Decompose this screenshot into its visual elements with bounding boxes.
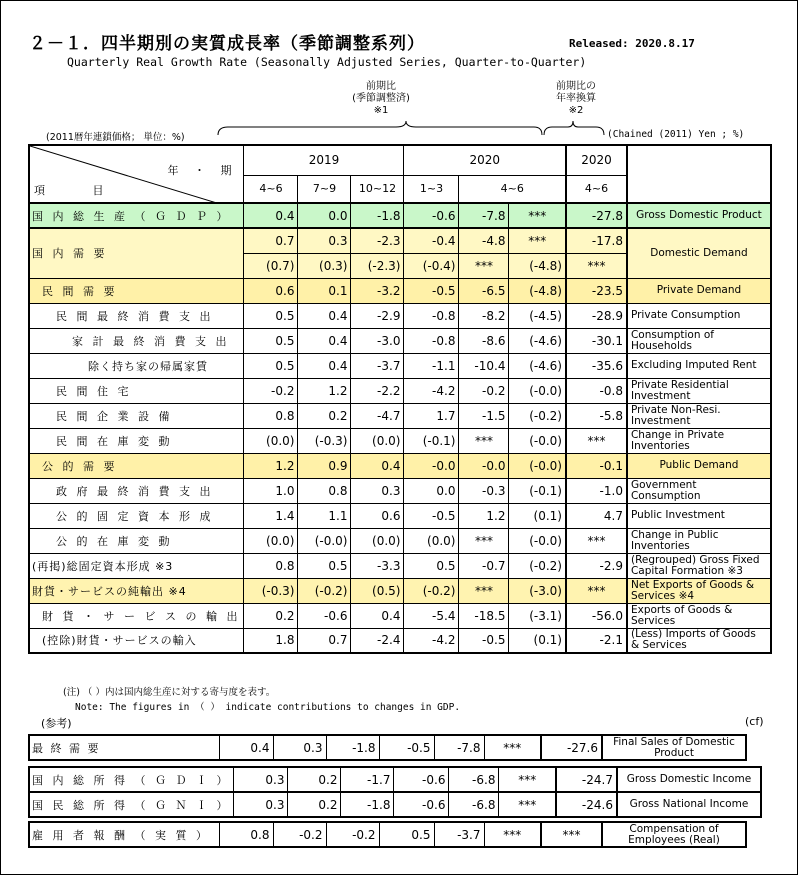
value-cell: 1.7 — [404, 403, 459, 428]
value-cell: (-3.0) — [509, 578, 566, 603]
value-cell: 0.8 — [244, 403, 298, 428]
value-cell: -0.2 — [244, 378, 298, 403]
reference-row-table — [28, 821, 747, 848]
table-row — [29, 553, 771, 578]
table-row — [29, 578, 771, 603]
value-cell: -23.5 — [566, 278, 627, 303]
row-label-jp: 財貨・サービスの純輸出 ※4 — [29, 578, 244, 603]
value-cell: -24.6 — [556, 792, 617, 817]
row-label-jp: 最 終 需 要 — [29, 735, 219, 760]
q-2020-1-3: 1~3 — [404, 175, 459, 203]
table-row — [29, 303, 771, 328]
value-cell: (-0.2) — [404, 578, 459, 603]
value-cell: -0.6 — [404, 203, 459, 228]
value-cell: (-0.2) — [509, 553, 566, 578]
value-cell: -4.7 — [351, 403, 404, 428]
value-cell: -6.5 — [459, 278, 509, 303]
value-cell: 1.2 — [298, 378, 351, 403]
value-cell: -30.1 — [566, 328, 627, 353]
row-label-en: Final Sales of Domestic Product — [602, 735, 746, 760]
value-cell: -3.7 — [351, 353, 404, 378]
row-label-en: (Regrouped) Gross Fixed Capital Formation ※3 — [627, 553, 771, 578]
table-row — [29, 278, 771, 303]
unit-jp: (2011暦年連鎖価格； 単位：%) — [46, 132, 185, 143]
value-cell: (0.0) — [351, 428, 404, 453]
table-row — [29, 503, 771, 528]
row-label-jp: 公 的 在 庫 変 動 — [29, 528, 244, 553]
value-cell: -27.6 — [541, 735, 602, 760]
value-cell: -28.9 — [566, 303, 627, 328]
row-label-jp: (再掲)総固定資本形成 ※3 — [29, 553, 244, 578]
row-label-jp: 民 間 住 宅 — [29, 378, 244, 403]
value-cell: 0.5 — [244, 328, 298, 353]
value-cell: 4.7 — [566, 503, 627, 528]
value-cell: -3.7 — [434, 822, 484, 847]
page-title: ２－１．四半期別の実質成長率（季節調整系列） — [29, 34, 425, 54]
value-cell: 0.4 — [244, 203, 298, 228]
value-cell: (0.0) — [244, 428, 298, 453]
value-cell: -0.6 — [394, 792, 449, 817]
value-cell: *** — [566, 428, 627, 453]
value-cell: -2.9 — [351, 303, 404, 328]
contribution-cell: (0.7) — [244, 253, 298, 278]
table-row — [29, 478, 771, 503]
value-cell: (-0.0) — [509, 428, 566, 453]
reference-label: (参考) — [41, 717, 72, 730]
row-label-en: Exports of Goods & Services — [627, 603, 771, 628]
row-label-jp: 家 計 最 終 消 費 支 出 — [29, 328, 244, 353]
value-cell: 1.1 — [298, 503, 351, 528]
value-cell: -0.0 — [459, 453, 509, 478]
value-cell: -1.0 — [566, 478, 627, 503]
value-cell: -0.5 — [404, 278, 459, 303]
row-label-en: Domestic Demand — [627, 228, 771, 278]
value-cell: (0.0) — [351, 528, 404, 553]
value-cell: 0.7 — [244, 228, 298, 253]
value-cell: 0.3 — [234, 792, 288, 817]
table-row — [29, 228, 771, 253]
value-cell: 0.8 — [244, 553, 298, 578]
value-cell: 0.5 — [244, 353, 298, 378]
value-cell: 0.7 — [298, 628, 351, 653]
table-row — [29, 603, 771, 628]
value-cell: 1.0 — [244, 478, 298, 503]
value-cell: -2.9 — [566, 553, 627, 578]
row-label-jp: 公 的 固 定 資 本 形 成 — [29, 503, 244, 528]
value-cell: 0.8 — [298, 478, 351, 503]
value-cell: -1.8 — [326, 735, 379, 760]
value-cell: *** — [459, 428, 509, 453]
value-cell: -1.1 — [404, 353, 459, 378]
table-row — [29, 628, 771, 653]
row-label-en: Gross Domestic Income — [617, 767, 761, 792]
value-cell: 0.5 — [404, 553, 459, 578]
value-cell: (0.1) — [509, 503, 566, 528]
qoq-note: 前期比 (季節調整済) ※1 — [352, 81, 410, 116]
value-cell: -8.2 — [459, 303, 509, 328]
value-cell: -24.7 — [556, 767, 617, 792]
value-cell: 0.0 — [404, 478, 459, 503]
row-label-en: Private Demand — [627, 278, 771, 303]
value-cell: -8.6 — [459, 328, 509, 353]
value-cell: -0.2 — [326, 822, 379, 847]
value-cell: 0.2 — [288, 792, 341, 817]
table-row — [29, 735, 746, 760]
value-cell: *** — [499, 792, 556, 817]
q-2019-4-6: 4~6 — [244, 175, 298, 203]
value-cell: 0.4 — [298, 353, 351, 378]
table-row — [29, 822, 746, 847]
value-cell: -1.8 — [351, 203, 404, 228]
value-cell: 0.4 — [219, 735, 273, 760]
value-cell: -0.6 — [298, 603, 351, 628]
value-cell: -0.8 — [566, 378, 627, 403]
value-cell: *** — [459, 528, 509, 553]
value-cell: (-4.6) — [509, 328, 566, 353]
year-2019: 2019 — [244, 145, 404, 175]
row-label-jp: 国 内 総 生 産 （ Ｇ Ｄ Ｐ ） — [29, 203, 244, 228]
value-cell: 0.6 — [351, 503, 404, 528]
value-cell: -0.5 — [459, 628, 509, 653]
value-cell: -4.8 — [459, 228, 509, 253]
value-cell: (-0.2) — [298, 578, 351, 603]
value-cell: -7.8 — [434, 735, 484, 760]
value-cell: -35.6 — [566, 353, 627, 378]
row-label-jp: 政 府 最 終 消 費 支 出 — [29, 478, 244, 503]
english-header — [627, 145, 771, 203]
row-label-en: Government Consumption — [627, 478, 771, 503]
value-cell: (-0.3) — [244, 578, 298, 603]
value-cell: 0.3 — [298, 228, 351, 253]
value-cell: 0.9 — [298, 453, 351, 478]
value-cell: *** — [566, 528, 627, 553]
row-label-jp: 民 間 企 業 設 備 — [29, 403, 244, 428]
row-label-en: Private Consumption — [627, 303, 771, 328]
value-cell: *** — [484, 735, 541, 760]
row-label-en: Net Exports of Goods & Services ※4 — [627, 578, 771, 603]
row-label-en: Public Demand — [627, 453, 771, 478]
q-annual-4-6: 4~6 — [566, 175, 627, 203]
growth-table — [28, 144, 772, 654]
value-cell: -0.8 — [404, 328, 459, 353]
value-cell: *** — [509, 203, 566, 228]
note-jp: (注) （ ）内は国内総生産に対する寄与度を表す。 — [63, 687, 276, 698]
value-cell: (-4.5) — [509, 303, 566, 328]
value-cell: -0.3 — [459, 478, 509, 503]
contribution-cell: *** — [566, 253, 627, 278]
contribution-cell: (0.3) — [298, 253, 351, 278]
row-label-jp: 国 民 総 所 得 （ Ｇ Ｎ Ｉ ） — [29, 792, 234, 817]
table-row — [29, 428, 771, 453]
value-cell: (-0.0) — [509, 378, 566, 403]
value-cell: *** — [541, 822, 602, 847]
table-row — [29, 528, 771, 553]
unit-en: (Chained (2011) Yen ; %) — [607, 129, 745, 140]
row-label-jp: 民 間 需 要 — [29, 278, 244, 303]
row-label-jp: 国 内 総 所 得 （ Ｇ Ｄ Ｉ ） — [29, 767, 234, 792]
value-cell: -2.3 — [351, 228, 404, 253]
value-cell: -56.0 — [566, 603, 627, 628]
table-row — [29, 328, 771, 353]
reference-row-table — [28, 734, 747, 761]
value-cell: *** — [566, 578, 627, 603]
value-cell: *** — [509, 228, 566, 253]
row-label-jp: 民 間 最 終 消 費 支 出 — [29, 303, 244, 328]
contribution-cell: (-0.4) — [404, 253, 459, 278]
row-label-jp: (控除)財貨・サービスの輸入 — [29, 628, 244, 653]
row-label-en: Private Residential Investment — [627, 378, 771, 403]
table-row — [29, 403, 771, 428]
cf-label: (cf) — [745, 715, 764, 728]
value-cell: 0.4 — [298, 328, 351, 353]
year-2020: 2020 — [404, 145, 566, 175]
item-label: 項 目 — [34, 184, 126, 197]
table-row — [29, 378, 771, 403]
value-cell: -0.5 — [404, 503, 459, 528]
value-cell: -6.8 — [449, 792, 499, 817]
year-2020-annual: 2020 — [566, 145, 627, 175]
period-label: 年 ・ 期 — [167, 164, 238, 177]
row-label-en: Change in Private Inventories — [627, 428, 771, 453]
value-cell: 0.0 — [298, 203, 351, 228]
value-cell: 1.2 — [244, 453, 298, 478]
value-cell: (-0.1) — [509, 478, 566, 503]
value-cell: 0.3 — [351, 478, 404, 503]
value-cell: -4.2 — [404, 378, 459, 403]
value-cell: (-0.1) — [404, 428, 459, 453]
release-date: Released: 2020.8.17 — [569, 37, 695, 50]
value-cell: -27.8 — [566, 203, 627, 228]
value-cell: 0.2 — [244, 603, 298, 628]
q-2019-10-12: 10~12 — [351, 175, 404, 203]
value-cell: 0.5 — [379, 822, 434, 847]
value-cell: -2.2 — [351, 378, 404, 403]
value-cell: -7.8 — [459, 203, 509, 228]
value-cell: -0.5 — [379, 735, 434, 760]
value-cell: 0.3 — [273, 735, 326, 760]
reference-row-table — [28, 766, 762, 793]
row-label-en: Gross National Income — [617, 792, 761, 817]
row-label-en: Private Non-Resi. Investment — [627, 403, 771, 428]
value-cell: (-3.1) — [509, 603, 566, 628]
value-cell: -0.8 — [404, 303, 459, 328]
q-2019-7-9: 7~9 — [298, 175, 351, 203]
row-label-en: Public Investment — [627, 503, 771, 528]
value-cell: -0.6 — [394, 767, 449, 792]
value-cell: 0.5 — [244, 303, 298, 328]
value-cell: (-0.3) — [298, 428, 351, 453]
value-cell: -6.8 — [449, 767, 499, 792]
value-cell: -0.2 — [459, 378, 509, 403]
value-cell: -0.1 — [566, 453, 627, 478]
value-cell: (0.1) — [509, 628, 566, 653]
q-2020-4-6: 4~6 — [459, 175, 566, 203]
row-label-jp: 国 内 需 要 — [29, 228, 244, 278]
value-cell: 1.4 — [244, 503, 298, 528]
value-cell: -2.1 — [566, 628, 627, 653]
value-cell: 0.6 — [244, 278, 298, 303]
value-cell: 0.2 — [288, 767, 341, 792]
reference-row-table — [28, 791, 762, 818]
value-cell: -17.8 — [566, 228, 627, 253]
value-cell: -2.4 — [351, 628, 404, 653]
row-label-jp: 民 間 在 庫 変 動 — [29, 428, 244, 453]
table-row — [29, 453, 771, 478]
value-cell: 0.1 — [298, 278, 351, 303]
contribution-cell: (-4.8) — [509, 253, 566, 278]
row-label-jp: 公 的 需 要 — [29, 453, 244, 478]
table-row — [29, 767, 761, 792]
value-cell: -10.4 — [459, 353, 509, 378]
contribution-cell: *** — [459, 253, 509, 278]
value-cell: 0.3 — [234, 767, 288, 792]
value-cell: *** — [499, 767, 556, 792]
value-cell: -0.2 — [273, 822, 326, 847]
value-cell: -4.2 — [404, 628, 459, 653]
value-cell: 1.2 — [459, 503, 509, 528]
header-braces — [216, 119, 611, 139]
table-row — [29, 792, 761, 817]
value-cell: 0.5 — [298, 553, 351, 578]
value-cell: -18.5 — [459, 603, 509, 628]
value-cell: 1.8 — [244, 628, 298, 653]
annual-note: 前期比の 年率換算 ※2 — [556, 81, 596, 116]
value-cell: 0.2 — [298, 403, 351, 428]
row-label-jp: 財 貨 ・ サ ー ビ ス の 輸 出 — [29, 603, 244, 628]
row-label-en: Change in Public Inventories — [627, 528, 771, 553]
value-cell: (-0.0) — [298, 528, 351, 553]
table-row — [29, 353, 771, 378]
value-cell: -0.7 — [459, 553, 509, 578]
value-cell: -0.0 — [404, 453, 459, 478]
value-cell: *** — [484, 822, 541, 847]
contribution-cell: (-2.3) — [351, 253, 404, 278]
value-cell: 0.4 — [351, 603, 404, 628]
value-cell: -3.0 — [351, 328, 404, 353]
value-cell: -5.4 — [404, 603, 459, 628]
value-cell: -3.3 — [351, 553, 404, 578]
row-label-en: Excluding Imputed Rent — [627, 353, 771, 378]
value-cell: *** — [459, 578, 509, 603]
value-cell: -1.5 — [459, 403, 509, 428]
value-cell: -5.8 — [566, 403, 627, 428]
value-cell: -3.2 — [351, 278, 404, 303]
value-cell: 0.8 — [219, 822, 273, 847]
value-cell: (-0.0) — [509, 453, 566, 478]
row-label-en: Compensation of Employees (Real) — [602, 822, 746, 847]
page-subtitle: Quarterly Real Growth Rate (Seasonally Adjusted Series, Quarter-to-Quarter) — [67, 55, 587, 69]
value-cell: (0.0) — [404, 528, 459, 553]
value-cell: 0.4 — [351, 453, 404, 478]
value-cell: -1.7 — [341, 767, 394, 792]
row-label-en: (Less) Imports of Goods & Services — [627, 628, 771, 653]
row-label-en: Gross Domestic Product — [627, 203, 771, 228]
row-label-en: Consumption of Households — [627, 328, 771, 353]
value-cell: (-0.0) — [509, 528, 566, 553]
corner-cell — [29, 145, 244, 203]
value-cell: (-4.8) — [509, 278, 566, 303]
value-cell: (0.5) — [351, 578, 404, 603]
value-cell: -1.8 — [341, 792, 394, 817]
value-cell: (-0.2) — [509, 403, 566, 428]
table-row — [29, 203, 771, 228]
value-cell: (-4.6) — [509, 353, 566, 378]
value-cell: (0.0) — [244, 528, 298, 553]
note-en: Note: The figures in （ ） indicate contributions to changes in GDP. — [75, 702, 461, 713]
row-label-jp: 除く持ち家の帰属家賃 — [29, 353, 244, 378]
value-cell: 0.4 — [298, 303, 351, 328]
value-cell: -0.4 — [404, 228, 459, 253]
row-label-jp: 雇 用 者 報 酬 （ 実 質 ） — [29, 822, 219, 847]
